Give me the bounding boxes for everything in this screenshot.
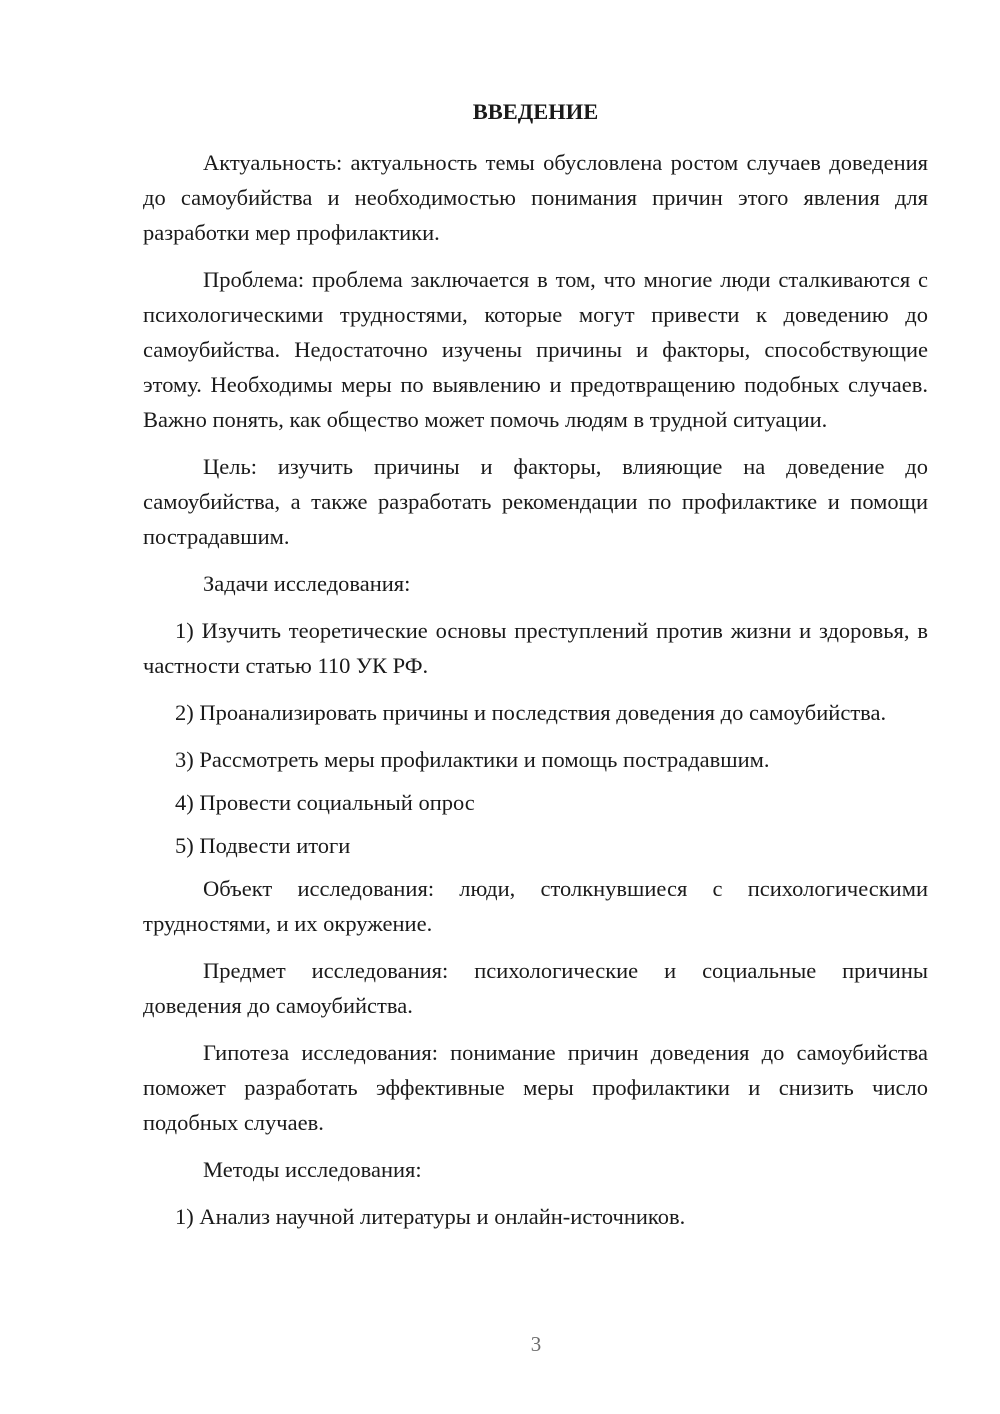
tasks-heading: Задачи исследования: bbox=[203, 571, 411, 596]
page-number: 3 bbox=[530, 1332, 542, 1356]
paragraph-goal: Цель: изучить причины и факторы, влияющие на доведение до самоубийства, а также разработать рекомендации по профилактике и помощи пострадавшим. bbox=[143, 454, 928, 549]
page-content bbox=[143, 94, 928, 1246]
page-title: ВВЕДЕНИЕ bbox=[472, 99, 599, 124]
paragraph-object: Объект исследования: люди, столкнувшиеся с психологическими трудностями, и их окружение. bbox=[143, 876, 928, 936]
task-item-2: 2) Проанализировать причины и последствия доведения до самоубийства. bbox=[175, 700, 887, 725]
task-item-1: 1) Изучить теоретические основы преступлений против жизни и здоровья, в частности статью 110 УК РФ. bbox=[143, 618, 928, 678]
paragraph-problem: Проблема: проблема заключается в том, что многие люди сталкиваются с психологическими трудностями, которые могут привести к доведению до самоубийства. Недостаточно изучены причины и факторы, способствующие этому. Необходимы меры по выявлению и предотвращению подобных случаев. Важно понять, как общество может помочь людям в трудной ситуации. bbox=[143, 267, 928, 432]
paragraph-subject: Предмет исследования: психологические и социальные причины доведения до самоубийства. bbox=[143, 958, 928, 1018]
method-item-1: 1) Анализ научной литературы и онлайн-источников. bbox=[175, 1204, 686, 1229]
task-item-5: 5) Подвести итоги bbox=[175, 833, 351, 858]
methods-heading: Методы исследования: bbox=[203, 1157, 422, 1182]
paragraph-relevance: Актуальность: актуальность темы обусловлена ростом случаев доведения до самоубийства и необходимостью понимания причин этого явления для разработки мер профилактики. bbox=[143, 150, 928, 245]
task-item-4: 4) Провести социальный опрос bbox=[175, 790, 475, 815]
paragraph-hypothesis: Гипотеза исследования: понимание причин доведения до самоубийства поможет разработать эффективные меры профилактики и снизить число подобных случаев. bbox=[143, 1040, 928, 1135]
task-item-3: 3) Рассмотреть меры профилактики и помощь пострадавшим. bbox=[175, 747, 770, 772]
